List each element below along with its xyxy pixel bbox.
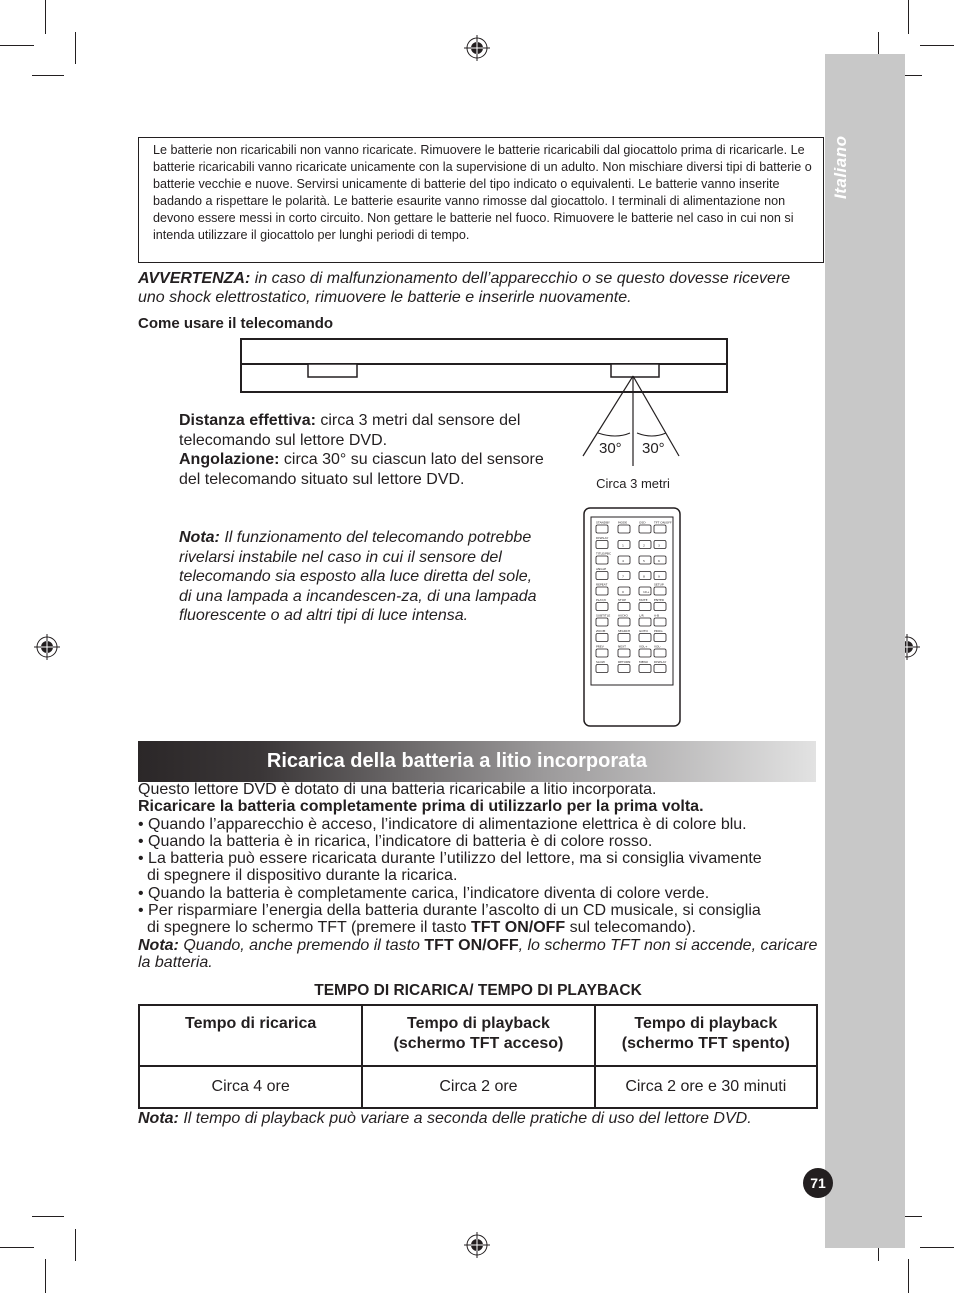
remote-key bbox=[654, 587, 666, 595]
table-row bbox=[139, 1066, 817, 1108]
remote-key-label: A-B bbox=[654, 613, 660, 618]
remote-key-label: SLOW bbox=[596, 660, 605, 664]
remote-key-label: ZOOM bbox=[596, 629, 606, 633]
remote-key-label: STANDBY bbox=[596, 520, 610, 525]
battery-note-post: , lo schermo TFT non si accende, caricare la batteria. bbox=[138, 936, 818, 971]
remote-key bbox=[618, 541, 630, 549]
charge-table-title: TEMPO DI RICARICA/ TEMPO DI PLAYBACK bbox=[314, 982, 642, 999]
crop-mark bbox=[32, 75, 64, 76]
battery-bold-line bbox=[138, 798, 818, 815]
table-cell: Circa 4 ore bbox=[139, 1066, 362, 1108]
remote-key bbox=[596, 649, 608, 657]
remote-key bbox=[618, 603, 630, 611]
remote-key-label: REPEAT bbox=[596, 582, 608, 587]
table-cell: Circa 2 ore e 30 minuti bbox=[595, 1066, 817, 1108]
remote-key-label: RETURN bbox=[618, 660, 631, 664]
remote-key-label: SUBTITLE bbox=[596, 613, 611, 618]
language-side-tab bbox=[825, 54, 905, 1248]
battery-intro: Questo lettore DVD è dotato di una batteria ricaricabile a litio incorporata. bbox=[138, 781, 657, 798]
angle-right-label: 30° bbox=[642, 440, 665, 457]
remote-key-label: PREV bbox=[596, 644, 604, 649]
remote-key-label: OSD bbox=[639, 520, 646, 525]
battery-warning-box bbox=[138, 137, 824, 263]
header-charge-time: Tempo di ricarica bbox=[184, 1015, 317, 1032]
crop-mark bbox=[0, 1247, 34, 1248]
table-header bbox=[362, 1005, 594, 1066]
battery-note-pre: Quando, anche premendo il tasto bbox=[178, 936, 425, 954]
remote-key-label: L/R bbox=[639, 613, 644, 618]
language-label: Italiano bbox=[831, 135, 850, 199]
crop-mark bbox=[920, 1247, 954, 1248]
remote-key bbox=[654, 572, 666, 580]
remote-key bbox=[639, 525, 651, 533]
remote-control-illustration bbox=[583, 507, 683, 730]
remote-key bbox=[618, 587, 630, 595]
remote-key bbox=[654, 618, 666, 626]
b5-key: TFT ON/OFF bbox=[470, 919, 566, 937]
crop-mark bbox=[75, 32, 76, 64]
remote-key bbox=[596, 541, 608, 549]
remote-key bbox=[654, 541, 666, 549]
battery-note-key: TFT ON/OFF bbox=[424, 936, 519, 954]
remote-key-label: SEARCH bbox=[618, 629, 631, 633]
dvd-player-foot bbox=[308, 364, 357, 377]
remote-key-label: 6 bbox=[658, 559, 660, 563]
battery-section-banner bbox=[138, 741, 816, 782]
remote-key-label: MUTE bbox=[639, 598, 648, 602]
remote-key bbox=[654, 556, 666, 564]
crop-mark bbox=[45, 0, 46, 34]
crop-mark bbox=[908, 0, 909, 34]
table-header bbox=[139, 1005, 362, 1066]
remote-key bbox=[618, 634, 630, 642]
playback-note-label: Nota: bbox=[138, 1110, 179, 1127]
battery-bullet: • Quando la batteria è completamente carica, l’indicatore diventa di colore verde. bbox=[138, 884, 710, 902]
remote-key bbox=[596, 572, 608, 580]
remote-key bbox=[639, 556, 651, 564]
remote-key bbox=[639, 634, 651, 642]
angle-left-label: 30° bbox=[599, 440, 622, 457]
crop-mark bbox=[75, 1229, 76, 1261]
remote-key bbox=[618, 525, 630, 533]
remote-key bbox=[639, 618, 651, 626]
remote-key-label: AUDIO bbox=[618, 613, 628, 618]
table-header bbox=[595, 1005, 817, 1066]
angle-text: circa 30° su ciascun lato del sensore del telecomando situato sul lettore DVD. bbox=[179, 451, 544, 488]
avvertenza-paragraph bbox=[138, 269, 818, 307]
charge-table bbox=[138, 1004, 818, 1109]
remote-key bbox=[654, 525, 666, 533]
battery-section-title: Ricarica della batteria a litio incorporata bbox=[266, 750, 648, 772]
remote-key bbox=[596, 665, 608, 673]
remote-key-label: ANGLE bbox=[596, 567, 607, 571]
remote-key bbox=[596, 603, 608, 611]
remote-specs bbox=[179, 411, 547, 489]
header-playback-off-sub: (schermo TFT spento) bbox=[621, 1035, 790, 1052]
remote-key-label: STOP bbox=[618, 598, 626, 602]
battery-bullet: • Per risparmiare l’energia della batteria durante l’ascolto di un CD musicale, si consiglia bbox=[138, 902, 761, 920]
remote-key-label: 9 bbox=[658, 574, 660, 579]
battery-bold-text: Ricaricare la batteria completamente prima di utilizzarlo per la prima volta. bbox=[138, 798, 704, 816]
header-playback-off: Tempo di playback bbox=[634, 1015, 778, 1032]
table-cell: Circa 2 ore bbox=[362, 1066, 594, 1108]
remote-key-label: SETUP bbox=[654, 582, 664, 587]
registration-mark-icon bbox=[464, 1232, 490, 1258]
remote-key-label: 3 bbox=[658, 543, 660, 548]
remote-key-label: MENU bbox=[639, 660, 648, 664]
crop-mark bbox=[45, 1259, 46, 1293]
remote-key bbox=[618, 665, 630, 673]
remote-key-label: 2 bbox=[643, 543, 645, 548]
remote-key-label: 4 bbox=[622, 559, 624, 563]
remote-key bbox=[596, 587, 608, 595]
remote-key bbox=[639, 665, 651, 673]
remote-key bbox=[654, 603, 666, 611]
remote-key bbox=[639, 572, 651, 580]
remote-key-label: NEXT bbox=[618, 644, 626, 649]
range-caption: Circa 3 metri bbox=[596, 476, 670, 491]
playback-note bbox=[138, 1110, 818, 1128]
battery-note-label: Nota: bbox=[138, 936, 179, 954]
remote-key bbox=[639, 603, 651, 611]
remote-key bbox=[596, 525, 608, 533]
crop-mark bbox=[908, 1259, 909, 1293]
battery-bullet: • Quando l’apparecchio è acceso, l’indicatore di alimentazione elettrica è di colore blu. bbox=[138, 815, 747, 833]
remote-key bbox=[618, 556, 630, 564]
registration-mark-icon bbox=[34, 634, 60, 660]
remote-note bbox=[179, 528, 541, 626]
header-playback-on: Tempo di playback bbox=[407, 1015, 550, 1032]
remote-sensor bbox=[611, 364, 659, 377]
playback-note-text: Il tempo di playback può variare a seconda delle pratiche di uso del lettore DVD. bbox=[178, 1110, 752, 1127]
battery-bullet: • Quando la batteria è in ricarica, l’indicatore di batteria è di colore rosso. bbox=[138, 832, 653, 850]
battery-warning-text: Le batterie non ricaricabili non vanno ricaricate. Rimuovere le batterie ricaricabili dal giocattolo prima di ricaricarle. Le batterie ricaricabili vanno ricaricate unicamente con la supervisione di un adulto. Non mischiare diversi tipi di batterie o batterie vecchie e nuove. Servirsi unicamente di batterie del tipo indicato o equivalenti. Le batterie vanno inserite badando a rispettare le polarità. Le batterie esaurite vanno rimosse dal giocattolo. I terminali di alimentazione non devono essere messi in corto circuito. Non gettare le batterie nel fuoco. Rimuovere le batterie nel caso in cui non si intenda utilizzare il giocattolo per lunghi periodi di tempo. bbox=[153, 143, 812, 242]
remote-note-label: Nota: bbox=[179, 529, 220, 546]
remote-key bbox=[654, 634, 666, 642]
b5-pre: di spegnere lo schermo TFT (premere il tasto bbox=[147, 919, 471, 937]
avvertenza-label: AVVERTENZA: bbox=[138, 270, 251, 287]
remote-key bbox=[639, 649, 651, 657]
registration-mark-icon bbox=[464, 35, 490, 61]
remote-key bbox=[618, 572, 630, 580]
remote-key-label: MODE bbox=[618, 520, 628, 525]
battery-body-text bbox=[138, 781, 818, 971]
angle-label: Angolazione: bbox=[179, 451, 280, 469]
header-playback-on-sub: (schermo TFT acceso) bbox=[393, 1035, 564, 1052]
battery-note bbox=[138, 937, 818, 972]
remote-key-label: VOL- bbox=[654, 644, 662, 649]
remote-key bbox=[596, 634, 608, 642]
remote-key bbox=[618, 649, 630, 657]
remote-key-label: PROG bbox=[654, 629, 663, 633]
remote-key-label: 0 bbox=[622, 590, 624, 594]
battery-bullet-cont: di spegnere il dispositivo durante la ricarica. bbox=[147, 867, 458, 885]
crop-mark bbox=[32, 1216, 64, 1217]
remote-key bbox=[654, 649, 666, 657]
remote-key bbox=[596, 618, 608, 626]
remote-key-label: 5 bbox=[643, 559, 645, 563]
b5-post: sul telecomando). bbox=[565, 919, 696, 937]
page-number: 71 bbox=[803, 1168, 833, 1198]
battery-bullet: • La batteria può essere ricaricata durante l’utilizzo del lettore, ma si consiglia vivamente bbox=[138, 850, 762, 868]
crop-mark bbox=[920, 45, 954, 46]
remote-key-label: ENTER bbox=[654, 598, 664, 602]
crop-mark bbox=[0, 45, 34, 46]
remote-key-label: DISPLAY bbox=[596, 536, 609, 540]
remote-note-text: Il funzionamento del telecomando potrebbe rivelarsi instabile nel caso in cui il sensore del telecomando sia esposto alla luce diretta del sole, di una lampada a incandescen-za, di una lampada fluorescente o ad altri tipi di luce intensa. bbox=[179, 529, 537, 625]
remote-key-label: DISPLAY bbox=[654, 660, 667, 664]
remote-key bbox=[596, 556, 608, 564]
remote-key-label: TITLE/PBC bbox=[596, 551, 612, 556]
remote-key bbox=[654, 665, 666, 673]
remote-heading: Come usare il telecomando bbox=[138, 315, 334, 332]
distance-text: circa 3 metri dal sensore del telecomando sul lettore DVD. bbox=[179, 412, 521, 449]
remote-key-label: TFT ON/OFF bbox=[654, 520, 672, 525]
avvertenza-text: in caso di malfunzionamento dell’apparecchio o se questo dovesse ricevere uno shock elettrostatico, rimuovere le batterie e inserirle nuovamente. bbox=[138, 270, 791, 306]
remote-key bbox=[618, 618, 630, 626]
remote-key-label: GOTO bbox=[639, 629, 648, 633]
remote-key bbox=[639, 541, 651, 549]
remote-key-label: VOL+ bbox=[639, 644, 648, 649]
remote-key-label: 1 bbox=[622, 543, 624, 548]
battery-bullet-cont bbox=[138, 919, 818, 936]
remote-key-label: 7 bbox=[622, 574, 624, 579]
remote-key-label: 10+ bbox=[643, 590, 650, 594]
distance-label: Distanza effettiva: bbox=[179, 412, 316, 429]
remote-key-label: PLAY/II bbox=[596, 598, 606, 602]
table-header-row bbox=[139, 1005, 817, 1066]
remote-key-label: 8 bbox=[643, 574, 645, 579]
